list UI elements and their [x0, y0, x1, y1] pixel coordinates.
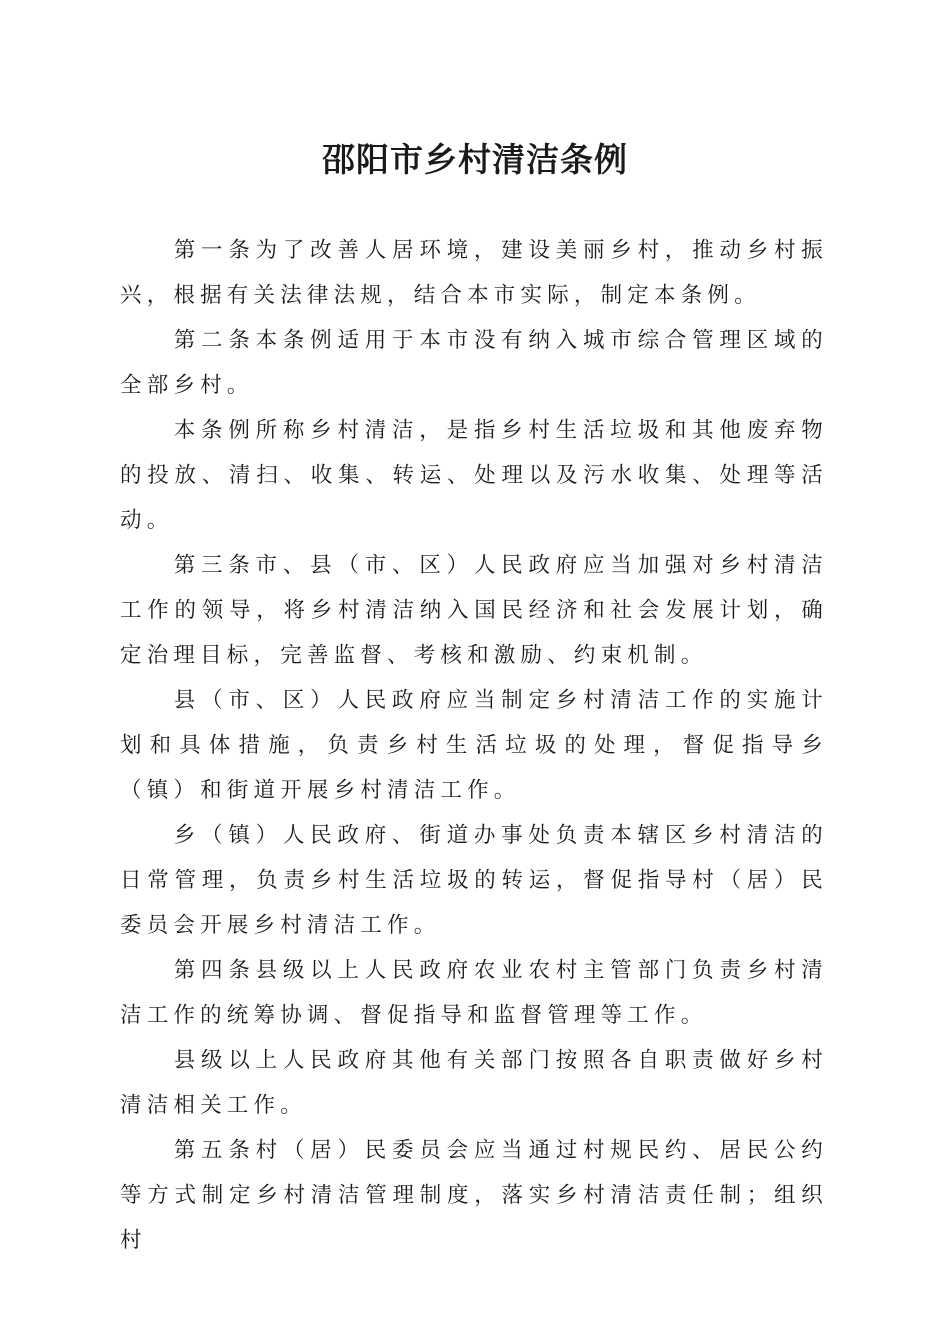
- paragraph-article-2: [120, 318, 828, 408]
- article-1-text: 为了改善人居环境，建设美丽乡村，推动乡村振兴，根据有关法律法规，结合本市实际，制定本条例。: [120, 238, 828, 308]
- paragraph-article-5: [120, 1128, 828, 1263]
- article-4-lead: 第四条: [173, 958, 256, 983]
- article-3-lead: 第三条: [173, 553, 256, 578]
- document-title: 邵阳市乡村清洁条例: [322, 140, 628, 179]
- article-3-clause-3-text: 乡（镇）人民政府、街道办事处负责本辖区乡村清洁的日常管理，负责乡村生活垃圾的转运，督促指导村（居）民委员会开展乡村清洁工作。: [120, 823, 828, 938]
- article-2-text: 本条例适用于本市没有纳入城市综合管理区域的全部乡村。: [120, 328, 828, 398]
- paragraph-article-1: [120, 228, 828, 318]
- article-5-lead: 第五条: [173, 1138, 256, 1163]
- paragraph-article-4-clause-2: [120, 1038, 828, 1128]
- article-4-clause-2-text: 县级以上人民政府其他有关部门按照各自职责做好乡村清洁相关工作。: [120, 1048, 828, 1118]
- article-3-text: 市、县（市、区）人民政府应当加强对乡村清洁工作的领导，将乡村清洁纳入国民经济和社会发展计划，确定治理目标，完善监督、考核和激励、约束机制。: [120, 553, 828, 668]
- article-2-clause-2-text: 本条例所称乡村清洁，是指乡村生活垃圾和其他废弃物的投放、清扫、收集、转运、处理以及污水收集、处理等活动。: [120, 418, 828, 533]
- paragraph-article-4: [120, 948, 828, 1038]
- paragraph-article-3-clause-2: [120, 678, 828, 813]
- article-4-text: 县级以上人民政府农业农村主管部门负责乡村清洁工作的统筹协调、督促指导和监督管理等工作。: [120, 958, 828, 1028]
- article-5-text: 村（居）民委员会应当通过村规民约、居民公约等方式制定乡村清洁管理制度，落实乡村清洁责任制；组织村: [120, 1138, 828, 1253]
- article-2-lead: 第二条: [173, 328, 256, 353]
- paragraph-article-3: [120, 543, 828, 678]
- article-1-lead: 第一条: [173, 238, 256, 263]
- paragraph-article-3-clause-3: [120, 813, 828, 948]
- article-3-clause-2-text: 县（市、区）人民政府应当制定乡村清洁工作的实施计划和具体措施，负责乡村生活垃圾的处理，督促指导乡（镇）和街道开展乡村清洁工作。: [120, 688, 828, 803]
- document-body: [120, 228, 828, 1263]
- paragraph-article-2-clause-2: [120, 408, 828, 543]
